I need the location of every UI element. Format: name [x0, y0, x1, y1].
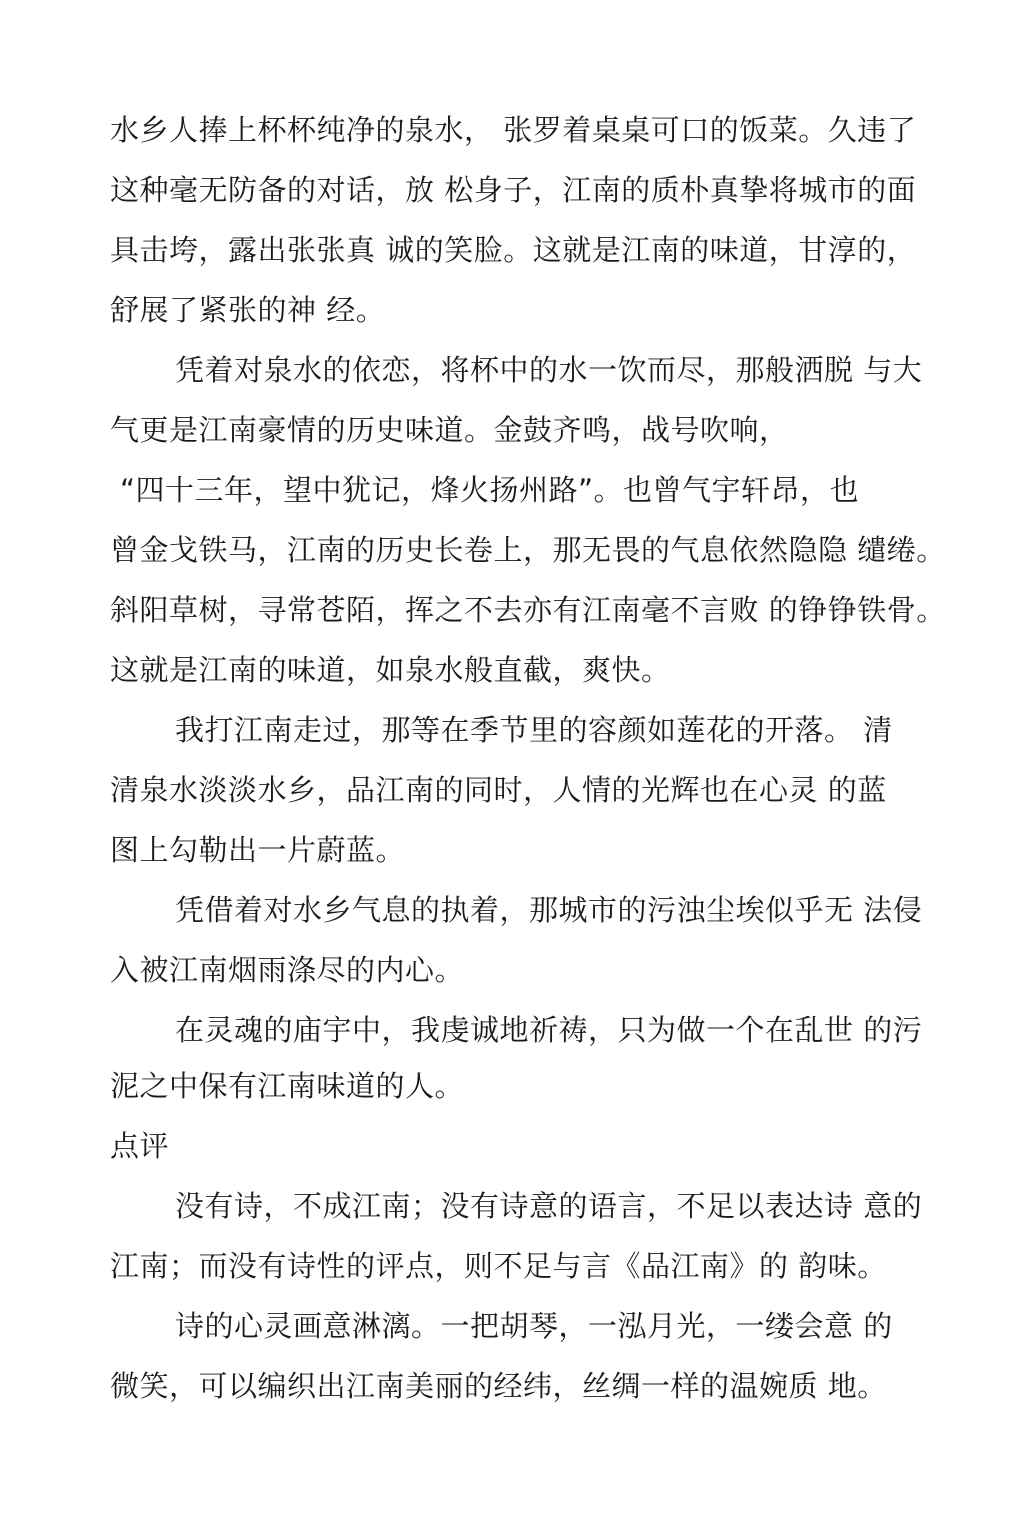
paragraph-first-line: 在灵魂的庙宇中，我虔诚地祈祷，只为做一个在乱世 的污	[175, 1013, 923, 1047]
section-heading: 点评	[110, 1129, 170, 1163]
paragraph-first-line: 凭着对泉水的依恋，将杯中的水一饮而尽，那般洒脱 与大	[175, 353, 923, 387]
paragraph-first-line: 诗的心灵画意淋漓。一把胡琴，一泓月光，一缕会意 的	[175, 1309, 893, 1343]
text-line: 泥之中保有江南味道的人。	[110, 1069, 465, 1103]
text-line: 江南；而没有诗性的评点，则不足与言《品江南》的 韵味。	[110, 1249, 887, 1283]
text-line: 这就是江南的味道，如泉水般直截，爽快。	[110, 653, 671, 687]
text-line: 气更是江南豪情的历史味道。金鼓齐鸣，战号吹响，	[110, 413, 789, 447]
text-line: 水乡人捧上杯杯纯净的泉水， 张罗着桌桌可口的饭菜。久违了	[110, 113, 917, 147]
paragraph-first-line: 凭借着对水乡气息的执着，那城市的污浊尘埃似乎无 法侵	[175, 893, 923, 927]
text-line: 斜阳草树，寻常苍陌，挥之不去亦有江南毫不言败 的铮铮铁骨。	[110, 593, 946, 627]
text-line: 入被江南烟雨涤尽的内心。	[110, 953, 465, 987]
paragraph-first-line: 没有诗，不成江南；没有诗意的语言，不足以表达诗 意的	[175, 1189, 923, 1223]
text-line: 图上勾勒出一片蔚蓝。	[110, 833, 406, 867]
text-line: 这种毫无防备的对话，放 松身子，江南的质朴真挚将城市的面	[110, 173, 917, 207]
text-line: 具击垮，露出张张真 诚的笑脸。这就是江南的味道，甘淳的，	[110, 233, 917, 267]
text-line: 曾金戈铁马，江南的历史长卷上，那无畏的气息依然隐隐 缱绻。	[110, 533, 946, 567]
text-line: 微笑，可以编织出江南美丽的经纬，丝绸一样的温婉质 地。	[110, 1369, 887, 1403]
text-line: 舒展了紧张的神 经。	[110, 293, 386, 327]
paragraph-first-line: 我打江南走过，那等在季节里的容颜如莲花的开落。 清	[175, 713, 893, 747]
text-line: “四十三年，望中犹记，烽火扬州路”。也曾气宇轩昂，也	[120, 473, 860, 507]
text-line: 清泉水淡淡水乡，品江南的同时，人情的光辉也在心灵 的蓝	[110, 773, 887, 807]
